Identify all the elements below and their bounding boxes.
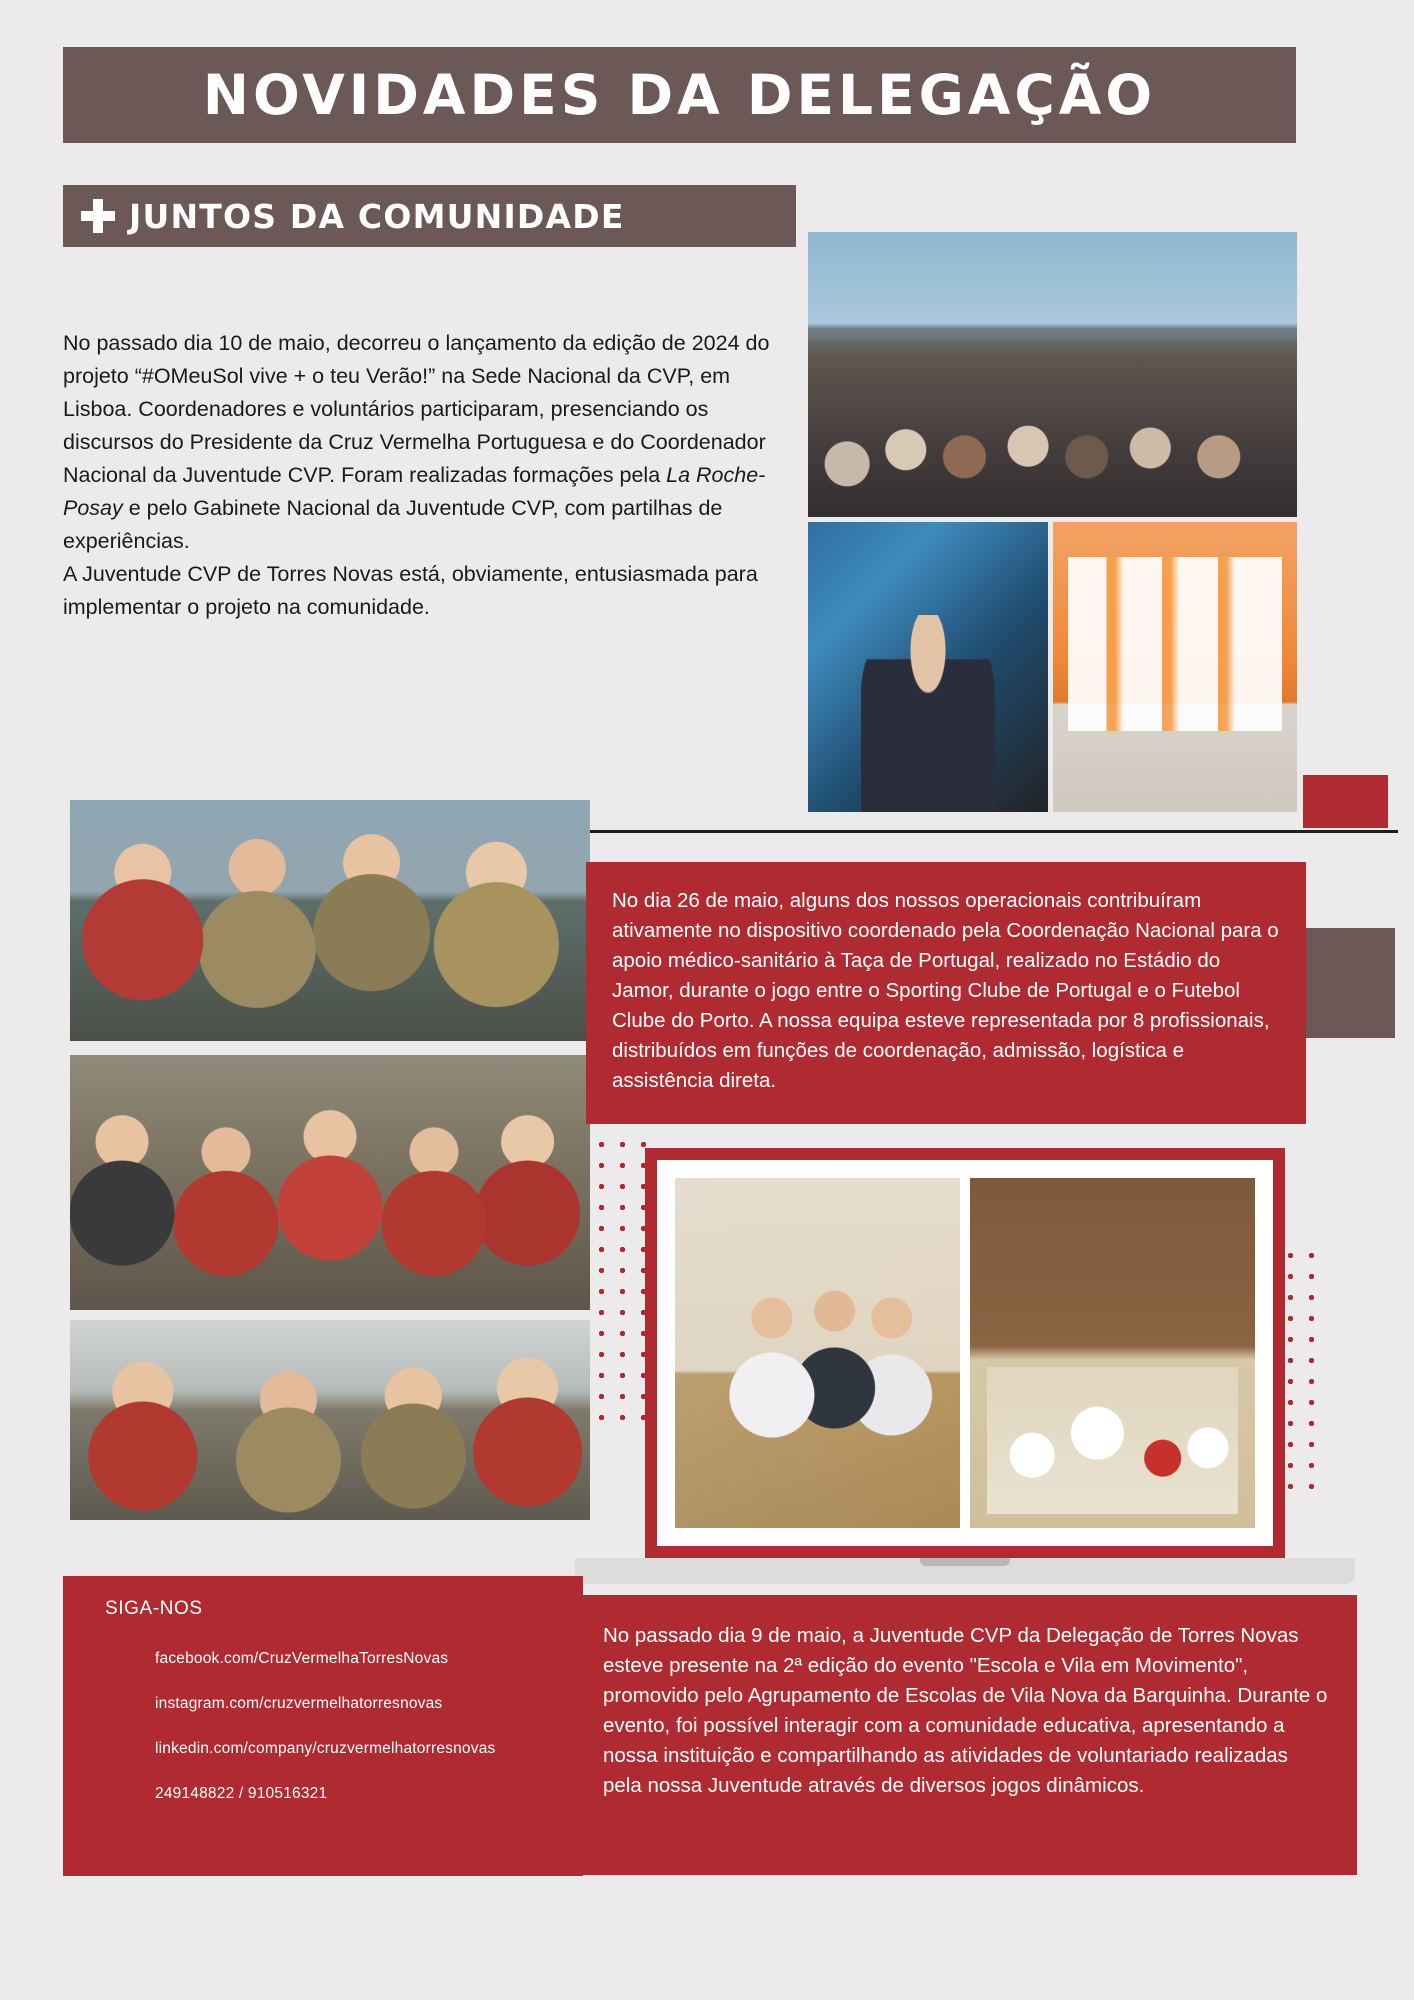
contact-item-facebook[interactable]: facebook.com/CruzVermelhaTorresNovas [155,1650,449,1667]
red-cross-icon [81,199,115,233]
photo-speaker [808,522,1048,812]
section1-paragraph-part3: A Juventude CVP de Torres Novas está, obviamente, entusiasmada para implementar o projeto na comunidade. [63,562,758,619]
page-header-banner [63,47,1296,143]
photo-volunteer-team-outdoors [70,800,590,1041]
photo-booth-b-image [970,1178,1255,1528]
photo-collage-top-right [808,232,1297,812]
photo-group-lisbon [808,232,1297,517]
tablet-mockup-frame [645,1148,1285,1558]
contact-heading: SIGA-NOS [105,1598,203,1619]
photo-team-b-image [70,1055,590,1310]
tablet-mockup-notch [920,1558,1010,1566]
contact-item-instagram[interactable]: instagram.com/cruzvermelhatorresnovas [155,1695,443,1712]
contact-item-linkedin[interactable]: linkedin.com/company/cruzvermelhatorresnovas [155,1740,496,1757]
photo-volunteer-team-selfie [70,1320,590,1520]
photo-team-a-image [70,800,590,1041]
photo-sunscreen-products [1053,522,1297,812]
section3-paragraph: No passado dia 9 de maio, a Juventude CVP da Delegação de Torres Novas esteve presente na 2ª edição do evento "Escola e Vila em Movimento", promovido pelo Agrupamento de Escolas de Vila Nova da Barquinha. Durante o evento, foi possível interagir com a comunidade educativa, apresentando a nossa instituição e compartilhando as atividades de voluntariado realizadas pela nossa Juventude através de diversos jogos dinâmicos. [603,1624,1328,1797]
section2-paragraph: No dia 26 de maio, alguns dos nossos operacionais contribuíram ativamente no dispositivo coordenado pela Coordenação Nacional para o apoio médico-sanitário à Taça de Portugal, realizado no Estádio do Jamor, durante o jogo entre o Sporting Clube de Portugal e o Futebol Clube do Porto. A nossa equipa esteve representada por 8 profissionais, distribuídos em funções de coordenação, admissão, logística e assistência direta. [612,889,1279,1092]
section-title-label: JUNTOS DA COMUNIDADE [129,196,625,236]
section1-paragraph [63,327,783,624]
page-title: NOVIDADES DA DELEGAÇÃO [202,63,1157,127]
section1-paragraph-part1: No passado dia 10 de maio, decorreu o lançamento da edição de 2024 do projeto “#OMeuSol vive + o teu Verão!” na Sede Nacional da CVP, em Lisboa. Coordenadores e voluntários participaram, presenciando os discursos do Presidente da Cruz Vermelha Portuguesa e do Coordenador Nacional da Juventude CVP. Foram realizadas formações pela [63,331,770,487]
photo-volunteer-team-group [70,1055,590,1310]
contact-list [155,1650,575,1830]
section1-paragraph-italic: La Roche-Posay [63,463,766,520]
contact-item-phone[interactable]: 249148822 / 910516321 [155,1785,328,1802]
photo-speaker-image [808,522,1048,812]
decorative-red-square [1303,775,1388,828]
photo-juventude-booth-volunteers [675,1178,960,1528]
photo-juventude-booth-table [970,1178,1255,1528]
tablet-photo-pair [675,1178,1255,1528]
section1-paragraph-part2: e pelo Gabinete Nacional da Juventude CVP, com partilhas de experiências. [63,496,723,553]
photo-team-c-image [70,1320,590,1520]
photo-sunscreen-image [1053,522,1297,812]
section-title-juntos-da-comunidade [63,185,796,247]
decorative-divider-line [590,830,1398,833]
section2-red-text-block [586,862,1306,1124]
photo-group-lisbon-image [808,232,1297,517]
section3-red-text-block [575,1595,1357,1875]
tablet-mockup-screen [657,1160,1273,1546]
photo-booth-a-image [675,1178,960,1528]
